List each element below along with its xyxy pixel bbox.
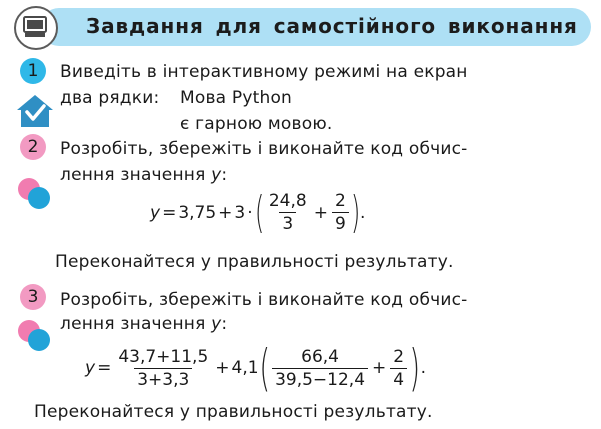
formula-eq: = <box>97 358 112 378</box>
circles-icon <box>18 320 58 356</box>
formula-plus-2: + <box>372 358 387 378</box>
formula-fraction-2 <box>272 346 368 391</box>
task-1-line-1: Виведіть в інтерактивному режимі на екран <box>60 62 468 82</box>
formula-fraction-1 <box>266 190 310 235</box>
task-1-line-2-prefix: два рядки: <box>60 88 160 108</box>
task-2-var: y <box>211 165 222 185</box>
task-3-formula <box>85 339 427 397</box>
formula-eq: = <box>162 202 177 223</box>
page-title: Завдання для самостійного виконання <box>86 14 578 38</box>
fraction-3-denominator: 4 <box>390 368 407 391</box>
formula-fraction-2 <box>332 190 349 235</box>
formula-term-a: 3,75 <box>178 202 217 223</box>
formula-close-paren: ) <box>350 186 361 238</box>
task-2-line-2 <box>60 165 227 185</box>
task-3-line-1: Розробіть, збережіть і виконайте код обчис- <box>60 290 468 310</box>
formula-open-paren: ( <box>258 339 270 397</box>
fraction-1-denominator: 3 <box>279 212 296 235</box>
formula-plus: + <box>218 202 233 223</box>
fraction-3-numerator: 2 <box>393 346 405 367</box>
task-1-line-3: є гарною мовою. <box>180 114 333 134</box>
task-3-check: Переконайтеся у правильності результату. <box>34 402 433 422</box>
formula-mul: · <box>247 202 253 223</box>
task-2-line-2-prefix: лення значення <box>60 165 206 185</box>
formula-close-paren: ) <box>409 339 421 397</box>
formula-plus-2: + <box>313 202 328 223</box>
formula-fraction-3 <box>390 346 407 391</box>
fraction-2-denominator: 39,5−12,4 <box>272 368 368 391</box>
circles-icon <box>18 178 58 214</box>
fraction-1-numerator: 43,7+11,5 <box>118 346 209 367</box>
formula-term-a: 4,1 <box>231 358 259 378</box>
task-2-number: 2 <box>20 134 46 160</box>
task-2-formula <box>150 186 366 238</box>
formula-open-paren: ( <box>254 186 264 238</box>
formula-term-b: 3 <box>234 202 246 223</box>
task-1-line-2-value: Мова Python <box>180 88 293 108</box>
task-1-number: 1 <box>20 58 46 84</box>
task-2-line-2-suffix: : <box>221 165 228 185</box>
computer-icon <box>14 6 58 50</box>
fraction-1-denominator: 3+3,3 <box>134 368 192 391</box>
formula-lhs: y <box>150 202 161 223</box>
task-3-line-2 <box>60 314 227 334</box>
task-3-number: 3 <box>20 284 46 310</box>
formula-lhs: y <box>85 358 96 378</box>
task-2-check: Переконайтеся у правильності результату. <box>55 252 454 272</box>
formula-end: . <box>420 358 427 378</box>
task-3-line-2-suffix: : <box>221 314 228 334</box>
formula-end: . <box>359 202 366 223</box>
fraction-1-numerator: 24,8 <box>268 191 307 211</box>
formula-plus: + <box>215 358 230 378</box>
task-3-var: y <box>211 314 222 334</box>
home-check-icon <box>15 93 55 133</box>
fraction-2-denominator: 9 <box>332 212 349 235</box>
fraction-2-numerator: 66,4 <box>301 346 339 367</box>
formula-fraction-1 <box>115 346 211 391</box>
task-3-line-2-prefix: лення значення <box>60 314 206 334</box>
task-2-line-1: Розробіть, збережіть і виконайте код обчис- <box>60 139 468 159</box>
fraction-2-numerator: 2 <box>334 191 346 211</box>
